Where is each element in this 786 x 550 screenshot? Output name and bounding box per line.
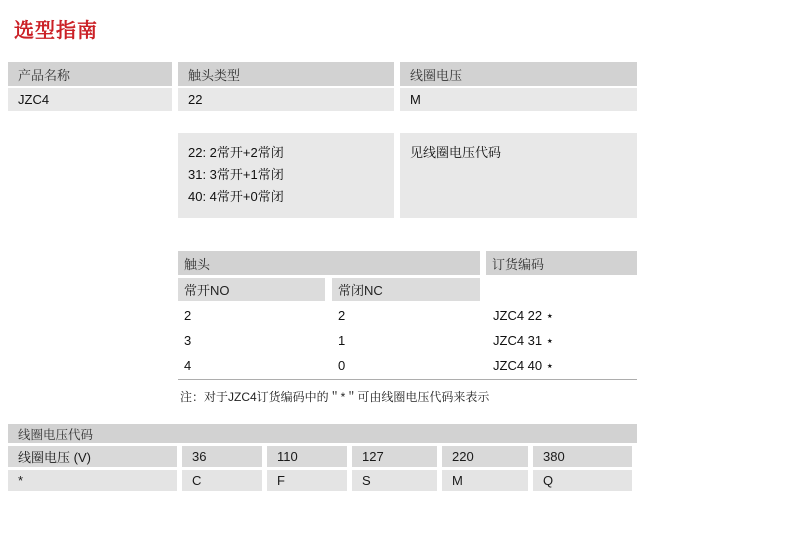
- contact-option-22: 22: 2常开+2常闭: [188, 145, 284, 160]
- voltage-code: Q: [533, 470, 632, 491]
- contact-option-40: 40: 4常开+0常闭: [188, 189, 284, 204]
- no-count: 3: [178, 328, 325, 353]
- selector-value-product-name: JZC4: [8, 88, 172, 111]
- contact-type-options-box: [178, 133, 394, 218]
- voltage-value: 220: [442, 446, 528, 467]
- order-code-note: 注：对于JZC4订货编码中的＂*＂可由线圈电压代码来表示: [180, 390, 490, 404]
- table-bottom-rule: [178, 379, 637, 380]
- coil-voltage-code-title: 线圈电压代码: [8, 424, 637, 443]
- subheader-normally-open: 常开NO: [178, 278, 325, 301]
- page-title: 选型指南: [14, 20, 98, 42]
- contact-table-row: [178, 353, 637, 378]
- star-row-label: *: [8, 470, 177, 491]
- subheader-normally-closed: 常闭NC: [332, 278, 480, 301]
- voltage-value: 380: [533, 446, 632, 467]
- contacts-group-header: 触头: [178, 251, 480, 275]
- voltage-code: S: [352, 470, 437, 491]
- order-code: JZC4 40 ⋆: [487, 353, 637, 378]
- nc-count: 1: [332, 328, 480, 353]
- selector-value-contact-type: 22: [178, 88, 394, 111]
- order-code: JZC4 31 ⋆: [487, 328, 637, 353]
- order-code-header: 订货编码: [486, 251, 637, 275]
- coil-voltage-ref-text: 见线圈电压代码: [410, 145, 502, 160]
- voltage-code: M: [442, 470, 528, 491]
- contact-table-group-header-row: [178, 251, 637, 275]
- contact-table-row: [178, 303, 637, 328]
- selector-header-product-name: 产品名称: [8, 62, 172, 86]
- voltage-value: 36: [182, 446, 262, 467]
- selector-value-coil-voltage: M: [400, 88, 637, 111]
- order-code: JZC4 22 ⋆: [487, 303, 637, 328]
- nc-count: 2: [332, 303, 480, 328]
- voltage-value: 110: [267, 446, 347, 467]
- voltage-values-row: [8, 446, 637, 467]
- contact-table-subheader-row: [178, 278, 637, 301]
- voltage-code: F: [267, 470, 347, 491]
- selector-table: [8, 62, 637, 111]
- no-count: 2: [178, 303, 325, 328]
- subheader-spacer: [487, 278, 637, 301]
- coil-voltage-code-table: [8, 424, 637, 494]
- voltage-row-label: 线圈电压 (V): [8, 446, 177, 467]
- contact-table-row: [178, 328, 637, 353]
- voltage-value: 127: [352, 446, 437, 467]
- voltage-code: C: [182, 470, 262, 491]
- selector-header-coil-voltage: 线圈电压: [400, 62, 637, 86]
- contact-option-31: 31: 3常开+1常闭: [188, 167, 284, 182]
- contact-order-table: [178, 251, 637, 405]
- coil-voltage-ref-box: [400, 133, 637, 218]
- nc-count: 0: [332, 353, 480, 378]
- voltage-codes-row: [8, 470, 637, 491]
- selector-header-contact-type: 触头类型: [178, 62, 394, 86]
- no-count: 4: [178, 353, 325, 378]
